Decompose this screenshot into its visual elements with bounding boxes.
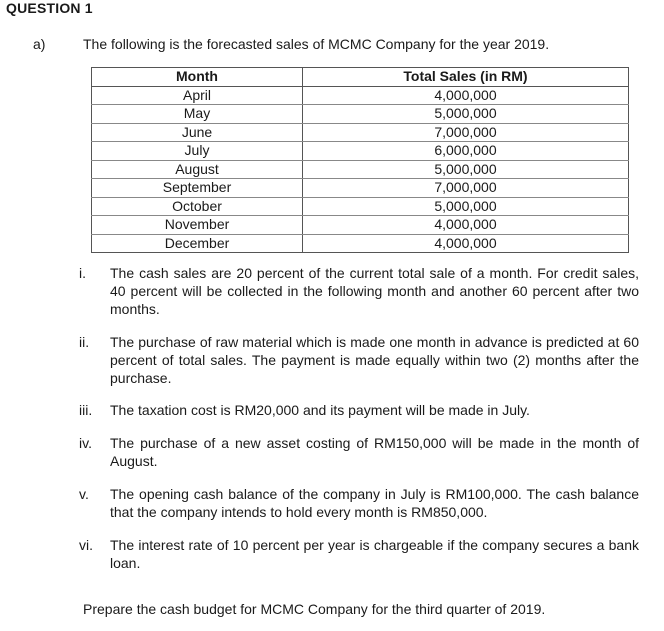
sales-cell: 7,000,000: [303, 123, 629, 142]
part-label: a): [33, 36, 46, 52]
item-number: iii.: [79, 402, 93, 418]
list-item: [79, 434, 639, 470]
sales-cell: 7,000,000: [303, 179, 629, 198]
sales-cell: 4,000,000: [303, 216, 629, 235]
list-item: [79, 485, 639, 521]
table-row: [92, 86, 629, 105]
month-cell: October: [92, 197, 303, 216]
month-cell: June: [92, 123, 303, 142]
table-row: [92, 160, 629, 179]
sales-cell: 5,000,000: [303, 197, 629, 216]
header-total-sales: Total Sales (in RM): [303, 68, 629, 87]
sales-cell: 6,000,000: [303, 142, 629, 161]
month-cell: December: [92, 234, 303, 253]
sales-cell: 5,000,000: [303, 160, 629, 179]
table-row: [92, 179, 629, 198]
table-row: [92, 142, 629, 161]
item-number: ii.: [79, 334, 90, 350]
item-text: The interest rate of 10 percent per year is chargeable if the company secures a bank loan.: [110, 537, 639, 571]
list-item: [79, 264, 639, 318]
sales-cell: 4,000,000: [303, 234, 629, 253]
item-number: vi.: [79, 537, 93, 553]
sales-cell: 4,000,000: [303, 86, 629, 105]
sales-cell: 5,000,000: [303, 105, 629, 124]
item-text: The purchase of a new asset costing of RM150,000 will be made in the month of August.: [110, 435, 639, 469]
item-number: v.: [79, 486, 89, 502]
month-cell: September: [92, 179, 303, 198]
table-row: [92, 216, 629, 235]
item-text: The taxation cost is RM20,000 and its payment will be made in July.: [110, 402, 530, 418]
table-row: [92, 234, 629, 253]
table-row: [92, 197, 629, 216]
list-item: [79, 333, 639, 387]
question-title: QUESTION 1: [6, 0, 93, 16]
table-row: [92, 105, 629, 124]
list-item: [79, 401, 639, 419]
header-month: Month: [92, 68, 303, 87]
month-cell: August: [92, 160, 303, 179]
item-text: The opening cash balance of the company in July is RM100,000. The cash balance that the company intends to hold every month is RM850,000.: [110, 486, 639, 520]
month-cell: July: [92, 142, 303, 161]
month-cell: November: [92, 216, 303, 235]
sales-table: [91, 67, 629, 253]
item-text: The cash sales are 20 percent of the current total sale of a month. For credit sales, 40 percent will be collected in the following month and another 60 percent after two months.: [110, 265, 639, 317]
month-cell: April: [92, 86, 303, 105]
month-cell: May: [92, 105, 303, 124]
list-item: [79, 536, 639, 572]
part-intro: The following is the forecasted sales of MCMC Company for the year 2019.: [83, 36, 550, 52]
table-header-row: [92, 68, 629, 87]
table-row: [92, 123, 629, 142]
item-number: i.: [79, 265, 86, 281]
item-number: iv.: [79, 435, 92, 451]
item-text: The purchase of raw material which is made one month in advance is predicted at 60 percent of total sales. The payment is made equally within two (2) months after the purchase.: [110, 334, 639, 386]
closing-instruction: Prepare the cash budget for MCMC Company for the third quarter of 2019.: [83, 601, 546, 617]
